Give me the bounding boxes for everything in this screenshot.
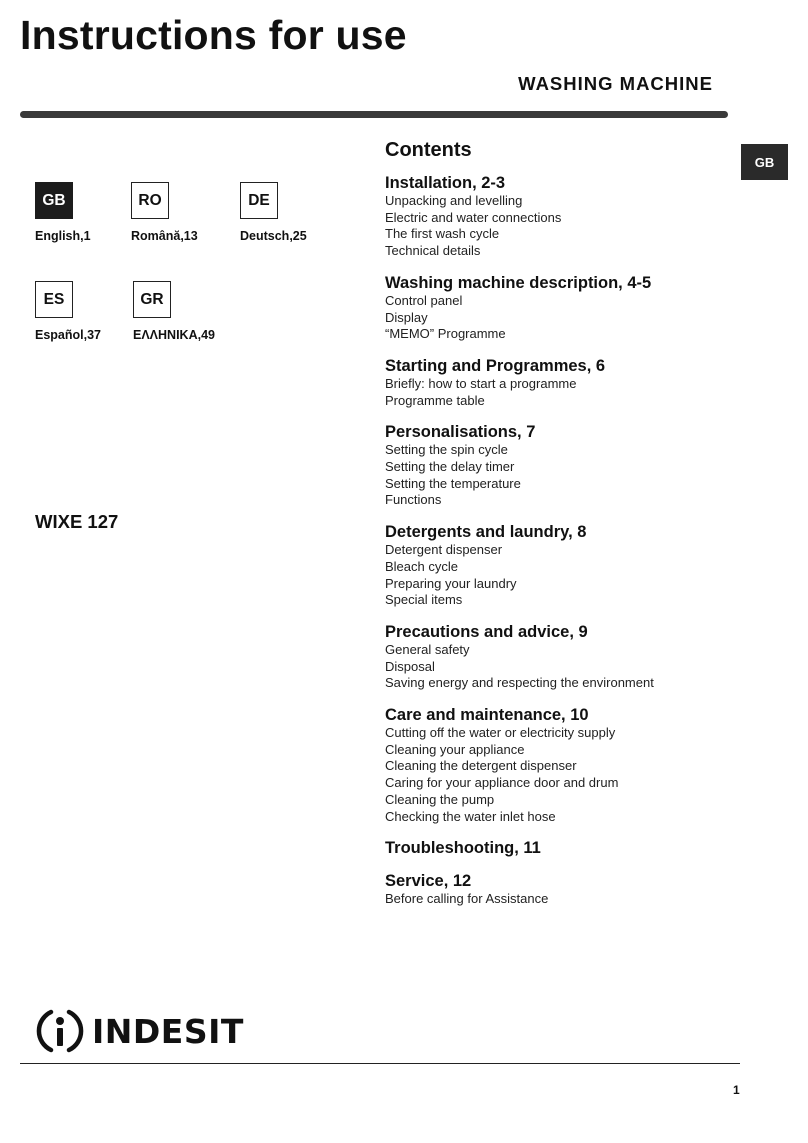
toc-section (385, 622, 785, 692)
toc-section-title[interactable]: Troubleshooting, 11 (385, 839, 541, 858)
toc-section (385, 522, 785, 609)
language-code-box: DE (240, 182, 278, 219)
language-label: English,1 (35, 229, 91, 243)
toc-item[interactable]: Setting the temperature (385, 475, 521, 491)
toc-item[interactable]: The first wash cycle (385, 226, 500, 242)
toc-item[interactable]: Functions (385, 492, 442, 508)
toc-item[interactable]: Display (385, 309, 428, 325)
toc-item[interactable]: Setting the delay timer (385, 459, 515, 475)
brand-logo (34, 1005, 244, 1057)
language-code-box: GB (35, 182, 73, 219)
table-of-contents (385, 137, 785, 921)
toc-item[interactable]: Special items (385, 592, 463, 608)
toc-item[interactable]: Electric and water connections (385, 209, 562, 225)
toc-item[interactable]: Unpacking and levelling (385, 193, 523, 208)
language-code-box: RO (131, 182, 169, 219)
toc-section (385, 705, 785, 825)
language-ro[interactable] (131, 182, 198, 243)
page-number: 1 (733, 1083, 740, 1097)
toc-section-title[interactable]: Precautions and advice, 9 (385, 622, 588, 641)
language-gr[interactable] (133, 281, 215, 342)
toc-section (385, 871, 785, 908)
model-number: WIXE 127 (35, 511, 119, 532)
toc-section (385, 273, 785, 343)
indesit-info-icon (34, 1005, 86, 1057)
toc-item[interactable]: Cleaning the detergent dispenser (385, 758, 577, 774)
language-label: ΕΛΛΗΝΙΚΑ,49 (133, 328, 215, 342)
title-divider (20, 111, 728, 118)
toc-item[interactable]: Saving energy and respecting the environment (385, 675, 654, 691)
toc-item[interactable]: Briefly: how to start a programme (385, 375, 577, 391)
toc-section (385, 356, 785, 409)
language-label: Deutsch,25 (240, 229, 307, 243)
toc-item[interactable]: “MEMO” Programme (385, 326, 506, 342)
toc-item[interactable]: Preparing your laundry (385, 575, 517, 591)
toc-item[interactable]: Detergent dispenser (385, 542, 503, 558)
toc-item[interactable]: General safety (385, 641, 470, 657)
toc-item[interactable]: Technical details (385, 243, 481, 259)
toc-section (385, 422, 785, 509)
toc-section-title[interactable]: Starting and Programmes, 6 (385, 356, 606, 375)
toc-section-title[interactable]: Service, 12 (385, 872, 472, 891)
toc-item[interactable]: Control panel (385, 292, 463, 308)
document-title: Instructions for use (20, 12, 407, 58)
toc-item[interactable]: Bleach cycle (385, 558, 458, 574)
toc-item[interactable]: Checking the water inlet hose (385, 808, 556, 824)
toc-section (385, 838, 785, 858)
toc-section-title[interactable]: Installation, 2-3 (385, 174, 506, 192)
toc-section (385, 173, 785, 260)
language-de[interactable] (240, 182, 307, 243)
toc-item[interactable]: Cleaning your appliance (385, 741, 525, 757)
toc-item[interactable]: Caring for your appliance door and drum (385, 775, 619, 791)
toc-item[interactable]: Before calling for Assistance (385, 891, 549, 907)
toc-item[interactable]: Programme table (385, 392, 485, 408)
toc-item[interactable]: Cleaning the pump (385, 791, 495, 807)
toc-section-title[interactable]: Personalisations, 7 (385, 423, 536, 442)
language-side-tab: GB (741, 144, 788, 180)
language-label: Español,37 (35, 328, 101, 342)
toc-item[interactable]: Setting the spin cycle (385, 442, 508, 458)
toc-item[interactable]: Cutting off the water or electricity supply (385, 725, 616, 741)
language-es[interactable] (35, 281, 101, 342)
footer-divider (20, 1063, 740, 1064)
contents-heading: Contents (385, 139, 472, 161)
document-subtitle: WASHING MACHINE (518, 73, 713, 94)
toc-section-title[interactable]: Washing machine description, 4-5 (385, 273, 652, 292)
language-code-box: GR (133, 281, 171, 318)
language-label: Română,13 (131, 229, 198, 243)
toc-item[interactable]: Disposal (385, 658, 435, 674)
toc-sections (385, 173, 785, 908)
language-code-box: ES (35, 281, 73, 318)
brand-name: INDESIT (92, 1011, 244, 1051)
language-gb[interactable] (35, 182, 91, 243)
toc-section-title[interactable]: Detergents and laundry, 8 (385, 523, 587, 542)
toc-section-title[interactable]: Care and maintenance, 10 (385, 706, 589, 725)
